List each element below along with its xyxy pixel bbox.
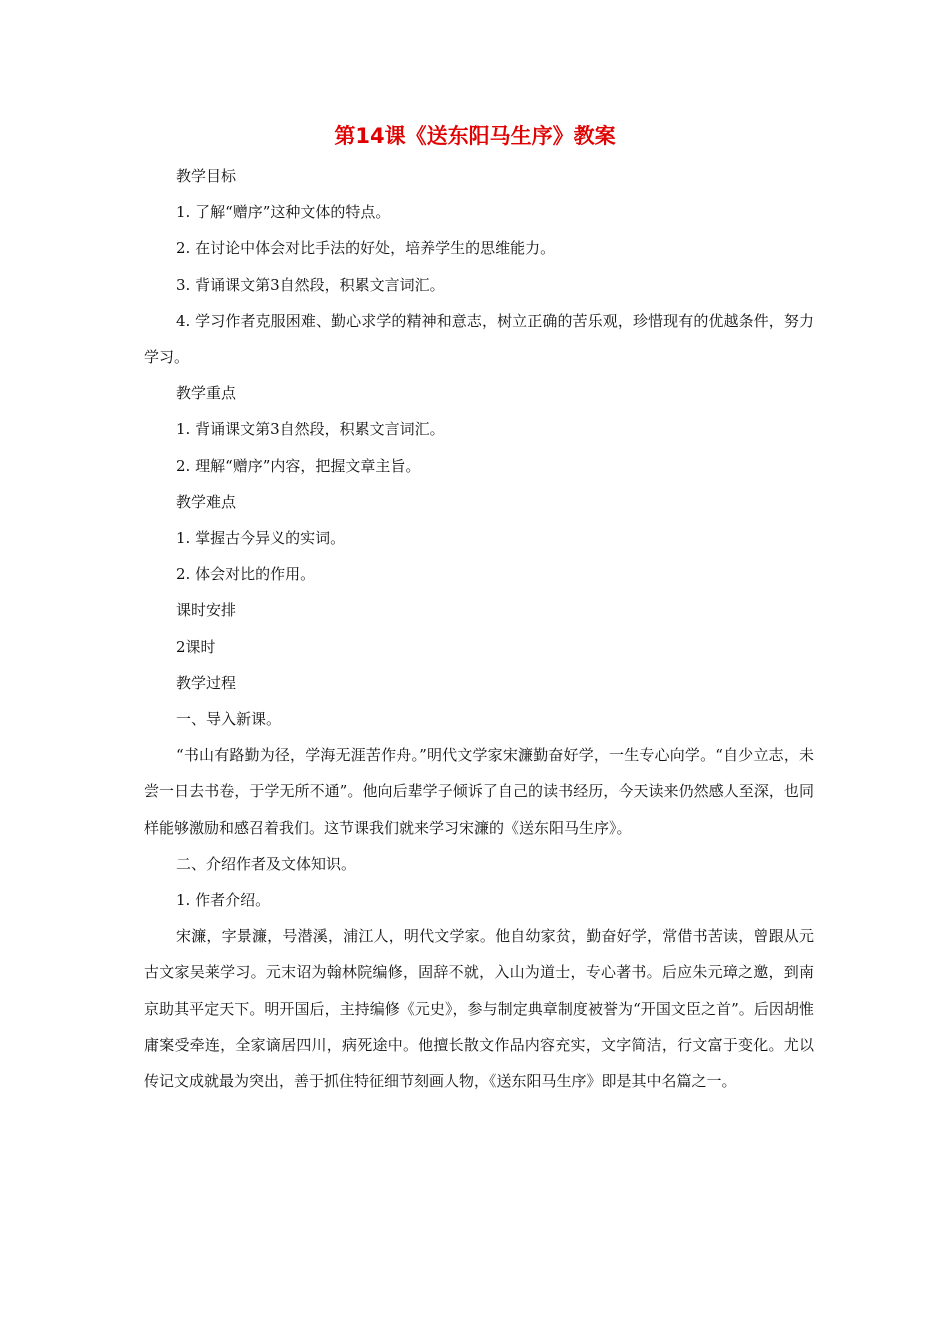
key-point-item: 2. 理解“赠序”内容，把握文章主旨。	[176, 456, 421, 475]
body-paragraph: “书山有路勤为径，学海无涯苦作舟。”明代文学家宋濂勤奋好学，一生专心向学。“自少立志，未尝一日去书卷，于学无所不通”。他向后辈学子倾诉了自己的读书经历，今天读来仍然感人至深，也同样能够激励和感召着我们。这节课我们就来学习宋濂的《送东阳马生序》。	[144, 746, 814, 837]
difficulty-item: 1. 掌握古今异义的实词。	[176, 529, 346, 548]
key-point-item: 1. 背诵课文第3自然段，积累文言词汇。	[176, 420, 445, 439]
process-step-heading: 二、介绍作者及文体知识。	[176, 854, 357, 873]
page-title: 第14课《送东阳马生序》教案	[334, 124, 616, 148]
body-paragraph: 宋濂，字景濂，号潜溪，浦江人，明代文学家。他自幼家贫，勤奋好学，常借书苦读，曾跟从元古文家吴莱学习。元末诏为翰林院编修，固辞不就，入山为道士，专心著书。后应朱元璋之邀，到南京助其平定天下。明开国后，主持编修《元史》，参与制定典章制度被誉为“开国文臣之首”。后因胡惟庸案受牵连，全家谪居四川，病死途中。他擅长散文作品内容充实，文字简洁，行文富于变化。尤以传记文成就最为突出，善于抓住特征细节刻画人物，《送东阳马生序》即是其中名篇之一。	[144, 927, 814, 1091]
process-step-heading: 一、导入新课。	[176, 710, 282, 729]
section-heading-process: 教学过程	[176, 673, 237, 692]
objective-item: 2. 在讨论中体会对比手法的好处，培养学生的思维能力。	[176, 239, 556, 258]
section-heading-key-points: 教学重点	[176, 384, 237, 403]
schedule-value: 2课时	[176, 637, 216, 656]
subsection-heading: 1. 作者介绍。	[176, 891, 271, 910]
objective-item: 4. 学习作者克服困难、勤心求学的精神和意志，树立正确的苦乐观，珍惜现有的优越条件，努力学习。	[144, 311, 814, 367]
section-heading-difficulties: 教学难点	[176, 492, 237, 511]
objective-item: 1. 了解“赠序”这种文体的特点。	[176, 203, 391, 222]
section-heading-schedule: 课时安排	[176, 601, 237, 620]
difficulty-item: 2. 体会对比的作用。	[176, 565, 316, 584]
objective-item: 3. 背诵课文第3自然段，积累文言词汇。	[176, 275, 445, 294]
document-body	[144, 158, 814, 1099]
section-heading-objectives: 教学目标	[176, 167, 237, 185]
